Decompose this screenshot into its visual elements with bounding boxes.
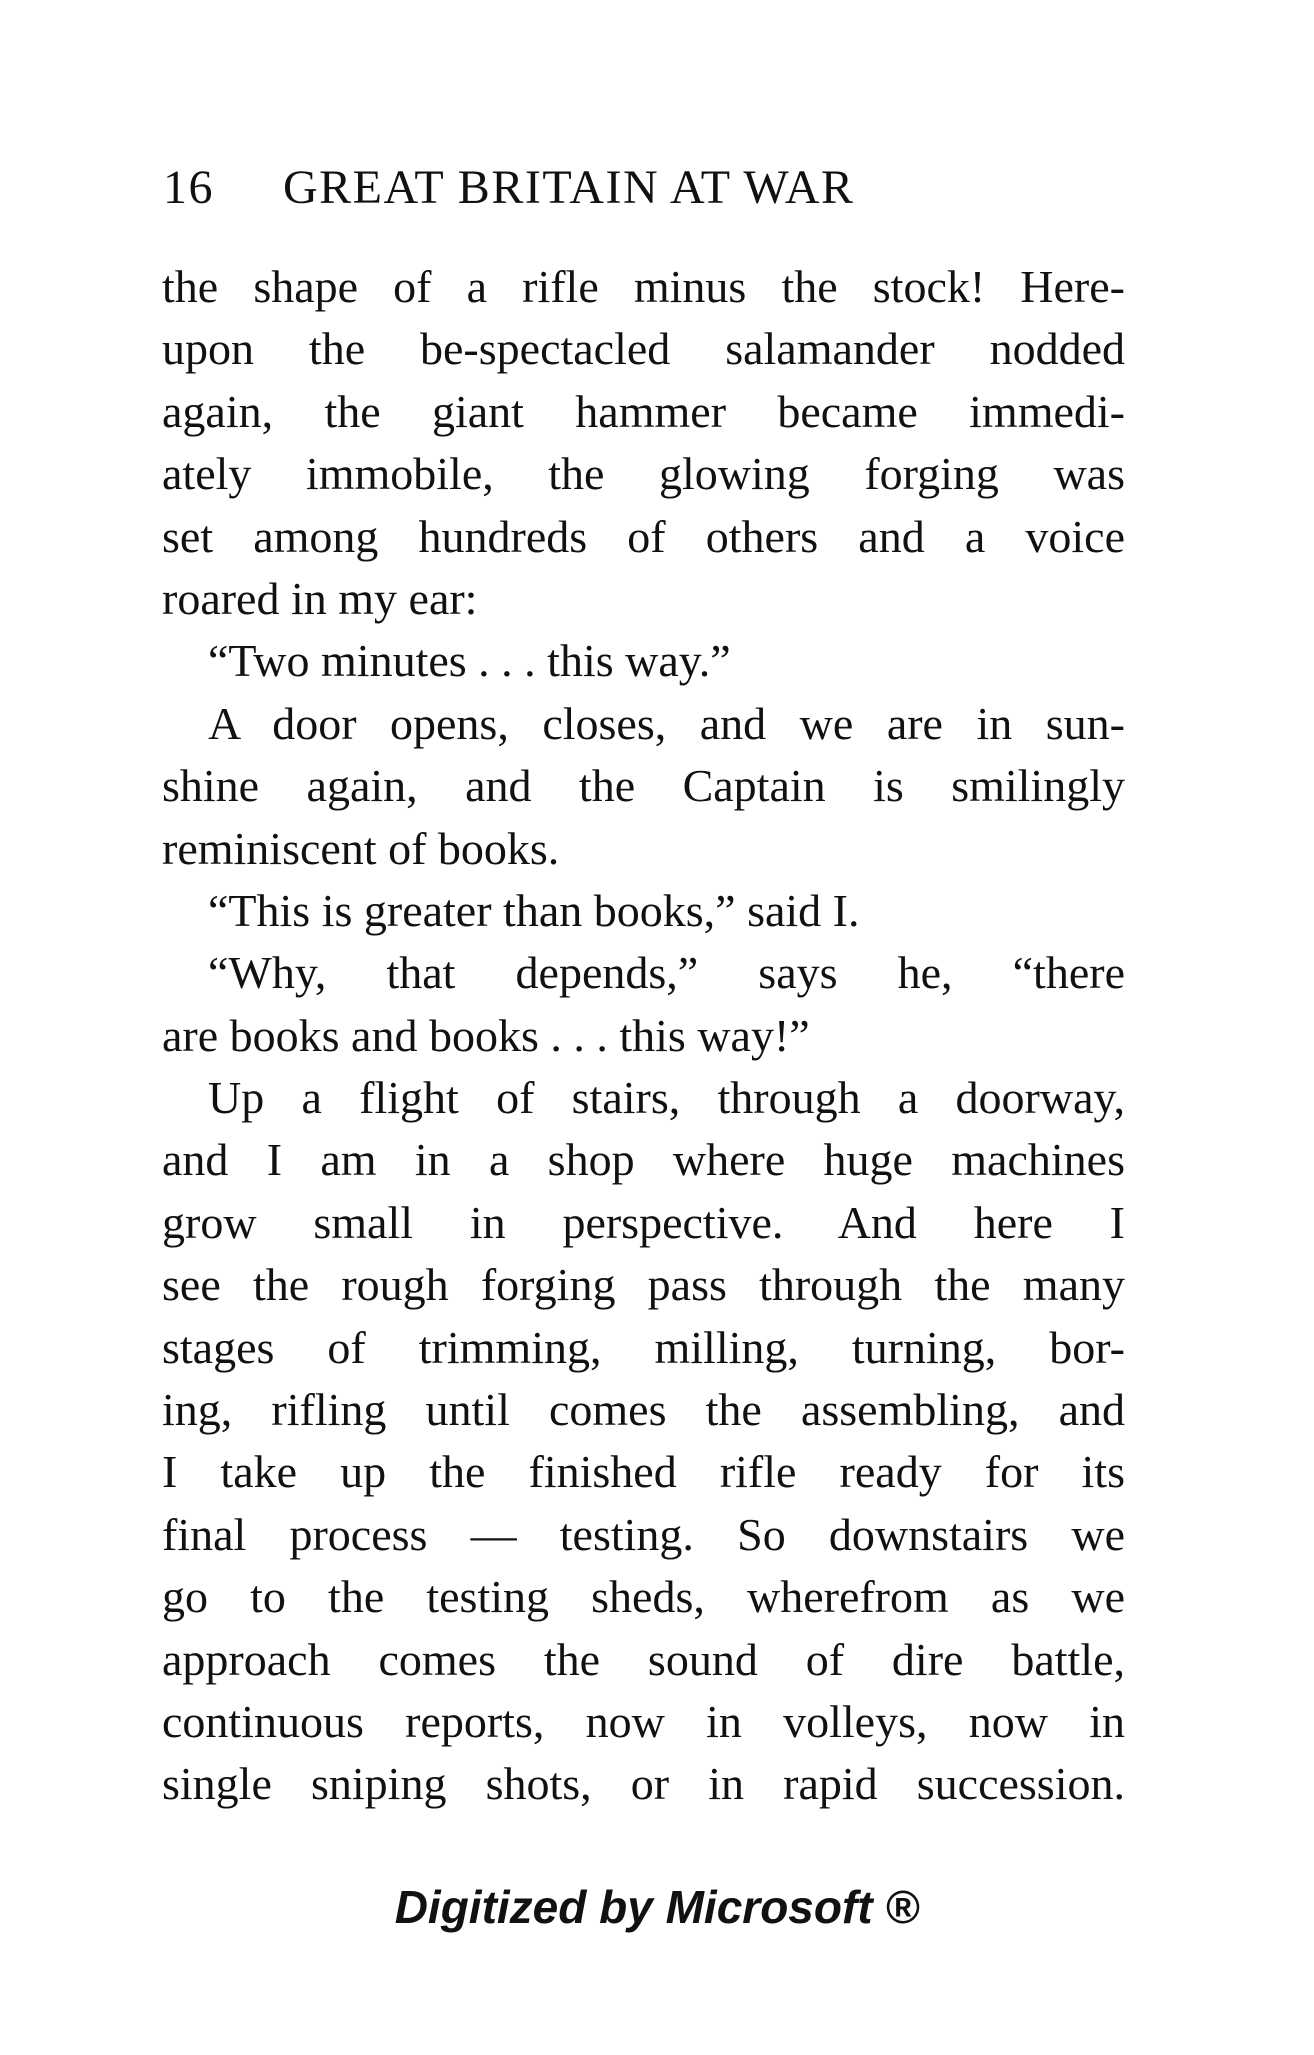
text-line: “This is greater than books,” said I. [208,884,860,936]
text-line: see the rough forging pass through the many [162,1259,1125,1311]
text-line: grow small in perspective. And here I [162,1196,1125,1248]
text-line: are books and books . . . this way!” [162,1009,810,1061]
text-line: single sniping shots, or in rapid succession. [162,1758,1125,1810]
text-line: A door opens, closes, and we are in sun- [208,697,1125,749]
text-line: “Why, that depends,” says he, “there [208,947,1125,999]
running-title: GREAT BRITAIN AT WAR [283,161,855,214]
text-line: shine again, and the Captain is smilingly [162,760,1125,812]
page-number: 16 [163,161,214,214]
text-line: “Two minutes . . . this way.” [208,635,731,687]
text-line: I take up the finished rifle ready for its [162,1446,1125,1498]
text-line: again, the giant hammer became immedi- [162,385,1125,437]
text-line: go to the testing sheds, wherefrom as we [162,1571,1125,1623]
body-text [162,256,1125,1816]
text-line: and I am in a shop where huge machines [162,1134,1125,1186]
text-line: final process — testing. So downstairs we [162,1508,1125,1560]
text-line: Up a flight of stairs, through a doorway, [208,1072,1125,1124]
text-line: stages of trimming, milling, turning, bor- [162,1321,1125,1373]
text-line: ately immobile, the glowing forging was [162,448,1125,500]
running-head [163,160,1123,220]
text-line: set among hundreds of others and a voice [162,510,1125,562]
text-line: continuous reports, now in volleys, now in [162,1695,1125,1747]
digitization-watermark: Digitized by Microsoft ® [394,1881,920,1933]
text-line: ing, rifling until comes the assembling, and [162,1384,1125,1436]
text-line: the shape of a rifle minus the stock! Here- [162,261,1125,312]
text-line: approach comes the sound of dire battle, [162,1633,1125,1685]
text-line: upon the be-spectacled salamander nodded [162,323,1125,375]
text-line: roared in my ear: [162,572,478,624]
text-line: reminiscent of books. [162,822,560,874]
